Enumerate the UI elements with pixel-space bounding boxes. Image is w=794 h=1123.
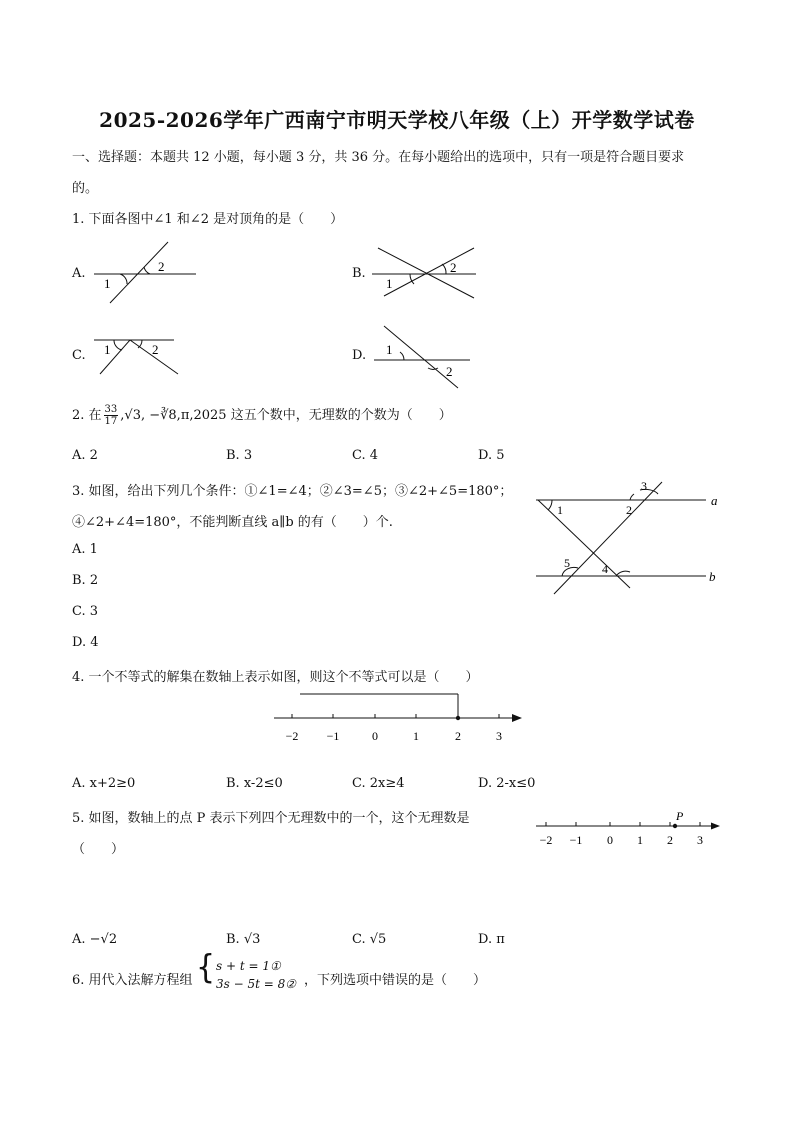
q3-figure — [530, 476, 730, 600]
angle-1-label: 1 — [104, 276, 111, 291]
angle-3: 3 — [641, 479, 647, 493]
page-title: 2025-2026学年广西南宁市明天学校八年级（上）开学数学试卷 — [99, 108, 695, 132]
angle-arc — [120, 274, 127, 284]
q2-fraction — [104, 404, 119, 427]
q2-option-c: C. 4 — [352, 448, 379, 463]
q1-figure-d — [370, 322, 490, 392]
q1-stem: 1. 下面各图中∠1 和∠2 是对顶角的是（ ） — [72, 212, 344, 227]
tick-label: 2 — [455, 729, 461, 743]
tick-label: 1 — [413, 729, 419, 743]
angle-5: 5 — [564, 556, 570, 570]
q1-option-d-label: D. — [352, 348, 367, 363]
q6-equation-2: 3s − 5t = 8② — [216, 977, 297, 991]
q1-figure-b — [370, 240, 490, 310]
q2-fraction-numerator: 33 — [104, 404, 118, 415]
q5-stem-line1: 5. 如图，数轴上的点 P 表示下列四个无理数中的一个，这个无理数是 — [72, 811, 470, 826]
tick-label: 0 — [607, 833, 613, 847]
q5-option-c: C. √5 — [352, 932, 387, 947]
q2-rest: ,√3, −∛8,π,2025 这五个数中，无理数的个数为（ ） — [120, 408, 452, 423]
point-p-label: P — [676, 809, 684, 823]
tick-label: −1 — [569, 833, 583, 847]
angle-2: 2 — [626, 503, 632, 517]
axis-arrow — [711, 823, 720, 830]
angle-1: 1 — [557, 503, 563, 517]
q4-option-d: D. 2-x≤0 — [478, 776, 536, 791]
q4-option-c: C. 2x≥4 — [352, 776, 405, 791]
q3-option-c: C. 3 — [72, 604, 99, 619]
q3-option-b: B. 2 — [72, 573, 99, 588]
angle-2-label: 2 — [446, 364, 453, 379]
angle-arc — [400, 352, 404, 360]
q4-number-line — [270, 686, 530, 746]
q4-option-a: A. x+2≥0 — [72, 776, 136, 791]
angle-2-label: 2 — [450, 260, 457, 275]
solid-endpoint — [456, 716, 460, 720]
q6-prefix: 6. 用代入法解方程组 — [72, 973, 193, 988]
transversal-1 — [538, 500, 630, 588]
q3-option-a: A. 1 — [72, 542, 98, 557]
angle-1-label: 1 — [386, 342, 393, 357]
q1-option-a-label: A. — [72, 266, 86, 281]
q3-stem-line2: ④∠2+∠4=180°，不能判断直线 a∥b 的有（ ）个. — [72, 515, 393, 530]
q6-suffix: ，下列选项中错误的是（ ） — [304, 973, 487, 988]
q6-equation-1: s + t = 1① — [216, 959, 281, 973]
q2-stem — [72, 404, 452, 427]
q2-prefix: 2. 在 — [72, 408, 102, 423]
q2-fraction-denominator: 17 — [104, 416, 118, 427]
tick-label: −2 — [539, 833, 553, 847]
tick-label: −1 — [326, 729, 340, 743]
angle-2-label: 2 — [152, 342, 159, 357]
transversal-2 — [554, 482, 662, 594]
section-heading-cont: 的。 — [72, 181, 99, 196]
q1-figure-a — [90, 238, 210, 308]
tick-label: −2 — [285, 729, 299, 743]
q1-option-c-label: C. — [72, 348, 86, 363]
q5-number-line — [532, 806, 732, 852]
q4-option-b: B. x-2≤0 — [226, 776, 283, 791]
angle-arc — [144, 267, 150, 274]
q2-option-d: D. 5 — [478, 448, 505, 463]
left-brace-icon: { — [196, 948, 216, 987]
q3-option-d: D. 4 — [72, 635, 99, 650]
q5-option-a: A. −√2 — [72, 932, 118, 947]
angle-arc — [114, 340, 122, 350]
q1-figure-c — [90, 332, 210, 382]
angle-1-label: 1 — [104, 342, 111, 357]
q1-option-b-label: B. — [352, 266, 366, 281]
q4-stem: 4. 一个不等式的解集在数轴上表示如图，则这个不等式可以是（ ） — [72, 670, 479, 685]
tick-label: 3 — [697, 833, 703, 847]
line-a-label: a — [711, 493, 718, 508]
tick-label: 2 — [667, 833, 673, 847]
q3-stem-line1: 3. 如图，给出下列几个条件：①∠1=∠4；②∠3=∠5；③∠2+∠5=180°； — [72, 484, 513, 499]
angle-arc — [428, 368, 438, 369]
axis-arrow — [512, 714, 522, 722]
tick-label: 1 — [637, 833, 643, 847]
angle-arc — [138, 340, 142, 348]
point-p — [673, 824, 677, 828]
angle-arc — [442, 264, 446, 274]
q2-option-b: B. 3 — [226, 448, 253, 463]
angle-1-label: 1 — [386, 276, 393, 291]
section-heading: 一、选择题：本题共 12 小题，每小题 3 分，共 36 分。在每小题给出的选项中，只有一项是符合题目要求 — [72, 150, 685, 165]
angle-4: 4 — [602, 562, 608, 576]
q2-option-a: A. 2 — [72, 448, 98, 463]
q5-option-d: D. π — [478, 932, 505, 947]
tick-label: 0 — [372, 729, 378, 743]
tick-label: 3 — [496, 729, 502, 743]
line-b-label: b — [709, 569, 716, 584]
angle-arc — [410, 274, 414, 284]
angle-2-label: 2 — [158, 259, 165, 274]
q5-stem-line2: （ ） — [72, 842, 125, 857]
q5-option-b: B. √3 — [226, 932, 261, 947]
